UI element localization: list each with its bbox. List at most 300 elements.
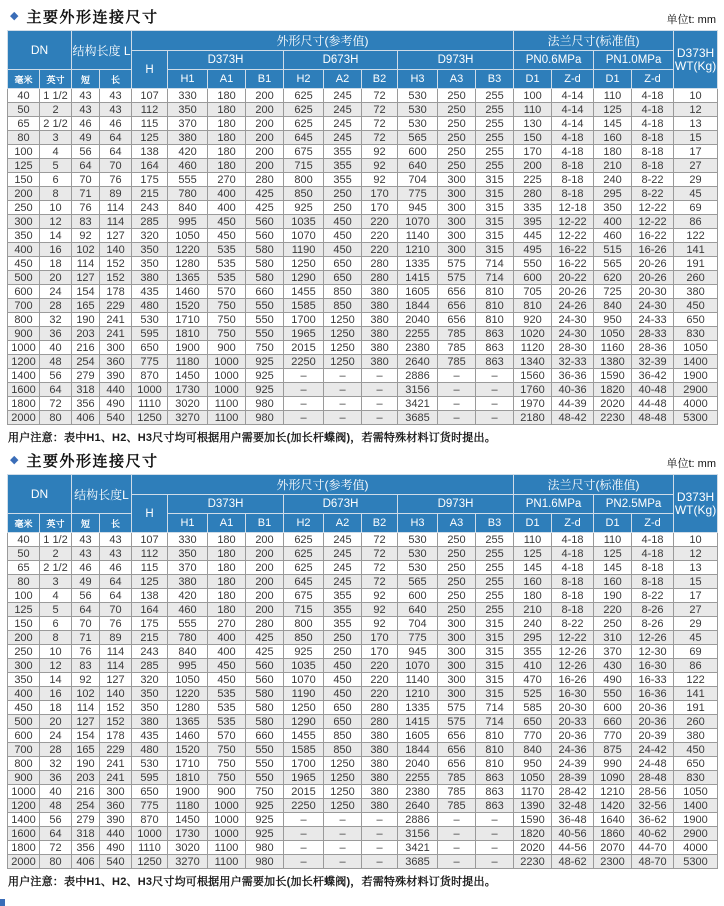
table-cell: 400 [208,631,246,645]
table-head [8,31,718,89]
table-cell: 350 [594,201,632,215]
table-cell: 1600 [8,827,40,841]
table-cell: 8-18 [632,145,674,159]
table-cell: 995 [168,659,208,673]
table-cell: 490 [100,397,132,411]
table-cell: 80 [40,411,72,425]
table-cell: 280 [362,701,398,715]
table-cell: 445 [514,229,552,243]
table-cell: 1140 [398,229,438,243]
table-cell: 980 [246,411,284,425]
table-cell: 255 [476,89,514,103]
table-cell: 1810 [168,771,208,785]
table-cell: 170 [514,145,552,159]
table-cell: 530 [132,313,168,327]
table-cell: 114 [100,201,132,215]
table-cell: 1290 [284,715,324,729]
table-cell: 645 [284,131,324,145]
table-cell: 240 [594,173,632,187]
table-cell: 1420 [594,799,632,813]
table-cell: 112 [132,547,168,561]
table-cell: 450 [8,701,40,715]
table-cell: 550 [246,299,284,313]
table-cell: 36-42 [632,369,674,383]
table-cell: 72 [362,117,398,131]
col-header-b2: B2 [362,70,398,89]
table-cell: 830 [674,771,718,785]
table-cell: 72 [362,89,398,103]
table-cell: 810 [514,299,552,313]
table-cell: 295 [594,187,632,201]
table-cell: 165 [72,299,100,313]
col-header-b2: B2 [362,514,398,533]
table-row [8,785,718,799]
table-cell: 279 [72,369,100,383]
table-row [8,715,718,729]
table-cell: 530 [398,103,438,117]
table-cell: 350 [168,103,208,117]
table-cell: 1020 [514,327,552,341]
table-cell: 20 [40,271,72,285]
table-cell: 870 [132,813,168,827]
table-cell: 6 [40,173,72,187]
table-cell: 43 [100,89,132,103]
table-row [8,575,718,589]
table-cell: 595 [132,771,168,785]
table-cell: 300 [100,785,132,799]
table-cell: 1 1/2 [40,89,72,103]
table-cell: 900 [208,341,246,355]
table-cell: 550 [246,327,284,341]
table-row [8,187,718,201]
table-cell: 29 [674,617,718,631]
table-cell: 32-39 [632,355,674,369]
table-cell: 945 [398,645,438,659]
col-header-a3: A3 [438,514,476,533]
table-cell: 28-42 [552,785,594,799]
col-group-pn06: PN0.6MPa [514,51,594,70]
table-cell: 1900 [168,341,208,355]
col-header-h1: H1 [168,70,208,89]
table-cell: 320 [132,229,168,243]
table-cell: 1280 [168,701,208,715]
table-cell: 1250 [324,785,362,799]
table-cell: 180 [208,145,246,159]
table-cell: – [476,397,514,411]
table-cell: 863 [476,327,514,341]
col-header-zd-a: Z-d [552,70,594,89]
table-cell: 255 [476,131,514,145]
table-cell: 4-18 [552,131,594,145]
col-group-flange: 法兰尺寸(标准值) [514,31,674,51]
table-cell: 1000 [208,383,246,397]
table-cell: 250 [438,117,476,131]
table-cell: 300 [438,201,476,215]
table-cell: 16-30 [552,687,594,701]
col-header-short: 短 [72,514,100,533]
table-cell: 200 [514,159,552,173]
col-header-d1-a: D1 [514,70,552,89]
table-cell: 1000 [208,355,246,369]
table-cell: 180 [208,561,246,575]
table-cell: 1170 [514,785,552,799]
table-row [8,855,718,869]
table-cell: 170 [362,201,398,215]
table-cell: 127 [72,271,100,285]
table-cell: 800 [8,757,40,771]
table-cell: 1640 [594,813,632,827]
table-cell: 775 [132,355,168,369]
table-cell: 3685 [398,411,438,425]
table-cell: 250 [324,645,362,659]
table-cell: 12-26 [632,631,674,645]
table-cell: 241 [100,313,132,327]
table-cell: – [284,369,324,383]
table-cell: 980 [246,397,284,411]
table-cell: 650 [674,313,718,327]
table-cell: 36-62 [632,813,674,827]
table-cell: 315 [476,243,514,257]
table-cell: 180 [208,103,246,117]
table-cell: 318 [72,827,100,841]
table-cell: 65 [8,117,40,131]
table-cell: 2380 [398,341,438,355]
table-row [8,215,718,229]
table-cell: 180 [208,117,246,131]
table-cell: 585 [514,701,552,715]
table-cell: 114 [100,659,132,673]
table-cell: 1160 [594,341,632,355]
table-cell: 225 [514,173,552,187]
table-cell: 660 [246,285,284,299]
table-cell: 255 [476,561,514,575]
table-cell: 315 [476,631,514,645]
table-cell: 180 [208,575,246,589]
table-cell: 114 [72,257,100,271]
table-cell: 1250 [284,701,324,715]
table-cell: 300 [438,229,476,243]
table-cell: 110 [594,533,632,547]
table-cell: 1335 [398,257,438,271]
table-cell: 8-18 [552,159,594,173]
table-cell: 530 [398,547,438,561]
table-cell: 102 [72,243,100,257]
table-cell: 535 [208,687,246,701]
table-cell: – [476,369,514,383]
table-cell: 555 [168,617,208,631]
table-cell: 380 [362,785,398,799]
table-cell: – [324,827,362,841]
table-cell: 250 [438,131,476,145]
table-cell: 220 [362,229,398,243]
table-cell: 1520 [168,299,208,313]
table-cell: 200 [246,117,284,131]
table-cell: 12-26 [552,645,594,659]
table-cell: – [362,813,398,827]
table-cell: 750 [208,299,246,313]
table-cell: – [362,827,398,841]
table-cell: 770 [514,729,552,743]
table-cell: 580 [246,243,284,257]
table-cell: 8-18 [552,173,594,187]
table-cell: 107 [132,89,168,103]
table-cell: 355 [324,145,362,159]
table-row [8,103,718,117]
table-cell: 350 [168,547,208,561]
table-cell: 56 [40,369,72,383]
table-cell: – [476,855,514,869]
table-cell: 2040 [398,313,438,327]
table-cell: 1250 [324,771,362,785]
table-cell: 355 [514,645,552,659]
table-cell: 500 [8,271,40,285]
table-cell: 450 [208,229,246,243]
table-cell: 250 [438,589,476,603]
table-cell: 1180 [168,355,208,369]
table-row [8,341,718,355]
table-cell: 645 [284,575,324,589]
table-cell: 450 [208,673,246,687]
table-cell: 64 [72,603,100,617]
table-cell: 330 [168,89,208,103]
table-cell: 8 [40,187,72,201]
table-row [8,229,718,243]
table-cell: 650 [674,757,718,771]
table-cell: 1605 [398,285,438,299]
table-cell: 3 [40,131,72,145]
table-cell: 150 [8,617,40,631]
col-header-a2: A2 [324,514,362,533]
table-cell: 925 [246,355,284,369]
table-cell: 580 [246,271,284,285]
table-cell: 1710 [168,757,208,771]
table-cell: 13 [674,117,718,131]
table-cell: 785 [438,799,476,813]
table-cell: 920 [514,313,552,327]
table-cell: 180 [594,145,632,159]
table-cell: 300 [438,673,476,687]
table-cell: 250 [8,201,40,215]
table-cell: 24-26 [552,299,594,313]
table-cell: 490 [594,673,632,687]
table-row [8,799,718,813]
table-cell: 550 [246,757,284,771]
table-cell: 530 [398,561,438,575]
table-cell: – [438,411,476,425]
col-group-d673h: D673H [284,495,398,514]
table-cell: 175 [132,617,168,631]
table-cell: – [476,383,514,397]
table-cell: 1000 [132,383,168,397]
table-cell: – [438,397,476,411]
table-cell: 127 [72,715,100,729]
table-cell: 45 [674,631,718,645]
table-cell: 2250 [284,355,324,369]
table-cell: 254 [72,799,100,813]
table-cell: 175 [132,173,168,187]
table-cell: 200 [246,533,284,547]
table-cell: 8 [40,631,72,645]
table-cell: 1590 [594,369,632,383]
table-cell: 80 [8,131,40,145]
table-cell: 89 [100,631,132,645]
dimension-table-section-1 [7,6,717,445]
table-cell: 125 [8,159,40,173]
table-head [8,475,718,533]
table-cell: 640 [398,159,438,173]
table-cell: 203 [72,327,100,341]
table-cell: 20-26 [552,285,594,299]
col-group-pn10: PN1.0MPa [594,51,674,70]
table-cell: 180 [208,589,246,603]
table-cell: 800 [284,173,324,187]
col-header-b3: B3 [476,70,514,89]
table-cell: 295 [514,631,552,645]
table-row [8,617,718,631]
table-cell: 28-30 [552,341,594,355]
table-cell: 460 [168,603,208,617]
table-cell: 714 [476,271,514,285]
table-cell: 115 [132,117,168,131]
table-cell: 10 [40,201,72,215]
table-cell: 450 [324,229,362,243]
table-cell: 430 [594,659,632,673]
table-cell: 2230 [594,411,632,425]
table-cell: 245 [324,547,362,561]
table-cell: 200 [246,89,284,103]
table-cell: 122 [674,229,718,243]
table-cell: 300 [8,215,40,229]
table-cell: 650 [324,257,362,271]
table-cell: 370 [168,117,208,131]
table-cell: 190 [594,589,632,603]
table-cell: 1900 [674,369,718,383]
table-cell: 200 [246,589,284,603]
table-cell: 245 [324,561,362,575]
table-cell: 650 [324,271,362,285]
table-cell: 315 [476,215,514,229]
table-cell: 656 [438,743,476,757]
table-cell: – [284,813,324,827]
table-cell: 3270 [168,855,208,869]
section-title: 主要外形连接尺寸 [26,453,159,470]
table-cell: 50 [8,547,40,561]
table-cell: 49 [72,575,100,589]
col-header-length: 结构长度 L [72,31,132,70]
table-row [8,673,718,687]
table-cell: 1520 [168,743,208,757]
table-cell: 750 [208,771,246,785]
table-cell: 2255 [398,327,438,341]
table-cell: 750 [208,313,246,327]
col-group-d373h: D373H [168,495,284,514]
table-cell: 72 [362,103,398,117]
table-cell: 315 [476,617,514,631]
table-cell: 1390 [514,799,552,813]
table-cell: 1800 [8,397,40,411]
table-cell: 840 [514,743,552,757]
table-cell: 1400 [8,813,40,827]
table-cell: 92 [362,173,398,187]
table-cell: 900 [208,785,246,799]
table-cell: 1220 [168,687,208,701]
table-cell: 50 [8,103,40,117]
table-cell: 1700 [284,313,324,327]
table-cell: 1965 [284,771,324,785]
table-cell: 1100 [208,397,246,411]
col-header-h3: H3 [398,514,438,533]
table-cell: 1250 [324,341,362,355]
table-cell: 102 [72,687,100,701]
table-cell: 300 [438,173,476,187]
table-cell: 600 [398,589,438,603]
table-cell: 315 [476,187,514,201]
table-cell: 660 [246,729,284,743]
table-cell: 8-18 [632,575,674,589]
table-cell: 315 [476,201,514,215]
table-cell: 390 [100,813,132,827]
table-cell: 150 [514,131,552,145]
table-cell: 1090 [594,771,632,785]
table-cell: 125 [594,103,632,117]
table-cell: 650 [324,701,362,715]
table-cell: 72 [362,575,398,589]
table-cell: 650 [132,341,168,355]
table-cell: 4-18 [632,117,674,131]
table-row [8,243,718,257]
col-group-pn25: PN2.5MPa [594,495,674,514]
table-cell: 775 [132,799,168,813]
table-cell: 1 1/2 [40,533,72,547]
table-cell: 44-70 [632,841,674,855]
table-cell: 92 [362,145,398,159]
table-cell: 600 [514,271,552,285]
table-cell: 380 [362,285,398,299]
table-cell: – [284,841,324,855]
table-row [8,89,718,103]
table-cell: 152 [100,271,132,285]
table-cell: 1900 [674,813,718,827]
table-cell: 355 [324,603,362,617]
table-cell: 800 [284,617,324,631]
table-cell: 1250 [324,799,362,813]
table-cell: 28-48 [632,771,674,785]
table-cell: 245 [324,117,362,131]
table-cell: 250 [324,187,362,201]
table-cell: 863 [476,341,514,355]
table-cell: 216 [72,785,100,799]
table-cell: 1035 [284,659,324,673]
table-cell: 2 1/2 [40,561,72,575]
table-cell: 48 [40,799,72,813]
table-cell: 570 [208,285,246,299]
table-cell: 145 [594,561,632,575]
table-cell: 5300 [674,855,718,869]
table-cell: 450 [8,257,40,271]
table-cell: 4-18 [552,145,594,159]
table-cell: 435 [132,729,168,743]
table-cell: 580 [246,257,284,271]
table-cell: 356 [72,841,100,855]
table-cell: 650 [514,715,552,729]
table-cell: 625 [284,103,324,117]
table-cell: 2180 [514,411,552,425]
table-cell: 125 [594,547,632,561]
table-cell: 12-30 [632,645,674,659]
table-cell: 80 [8,575,40,589]
table-cell: 1450 [168,813,208,827]
table-cell: 1070 [284,229,324,243]
